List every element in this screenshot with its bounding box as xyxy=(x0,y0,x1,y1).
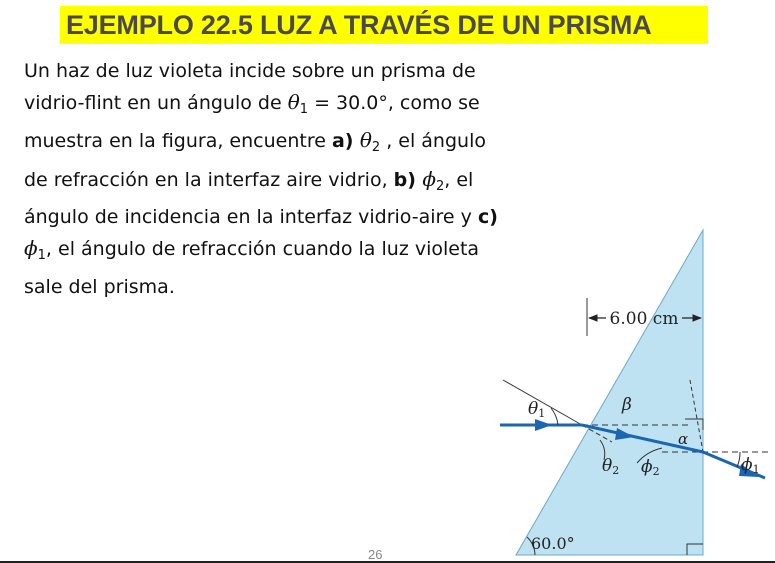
text: Un haz de luz violeta incide sobre un prisma de xyxy=(24,60,476,82)
phi-symbol: ϕ xyxy=(24,235,38,260)
text: , el ángulo xyxy=(380,130,486,153)
prism xyxy=(516,230,703,555)
text: de refracción en la interfaz aire vidrio, xyxy=(24,168,394,191)
text: , el ángulo de refracción cuando la luz violeta xyxy=(45,237,480,260)
subscript: 2 xyxy=(435,178,445,194)
apex-angle-label: 60.0° xyxy=(531,534,575,553)
phi1-label: ϕ1 xyxy=(741,455,760,476)
phi2-label: ϕ2 xyxy=(641,457,660,478)
theta2-label: θ2 xyxy=(602,456,620,477)
theta1-label: θ1 xyxy=(528,399,546,420)
text: sale del prisma. xyxy=(24,275,175,298)
subscript: 1 xyxy=(299,101,309,117)
text: = 30.0°, como se xyxy=(308,91,480,114)
theta-symbol: θ xyxy=(353,128,372,153)
text: vidrio-flint en un ángulo de xyxy=(24,91,288,114)
ray-arrowhead xyxy=(535,419,552,431)
part-label: a) xyxy=(331,130,354,153)
phi-symbol: ϕ xyxy=(415,166,436,191)
phi1-arc xyxy=(737,452,740,467)
text: muestra en la figura, encuentre xyxy=(24,130,332,153)
width-label: 6.00 cm xyxy=(609,309,679,329)
text: ángulo de incidencia en la interfaz vidrio-aire y xyxy=(24,206,478,229)
beta-label: β xyxy=(622,395,632,415)
part-label: b) xyxy=(393,168,416,191)
page-number: 26 xyxy=(368,547,383,562)
part-label: c) xyxy=(477,206,498,229)
page-title: EJEMPLO 22.5 LUZ A TRAVÉS DE UN PRISMA xyxy=(66,10,652,40)
text: , el xyxy=(444,168,474,191)
subscript: 1 xyxy=(37,247,46,263)
subscript: 2 xyxy=(371,140,381,156)
theta-symbol: θ xyxy=(287,89,300,114)
alpha-label: α xyxy=(678,430,689,448)
